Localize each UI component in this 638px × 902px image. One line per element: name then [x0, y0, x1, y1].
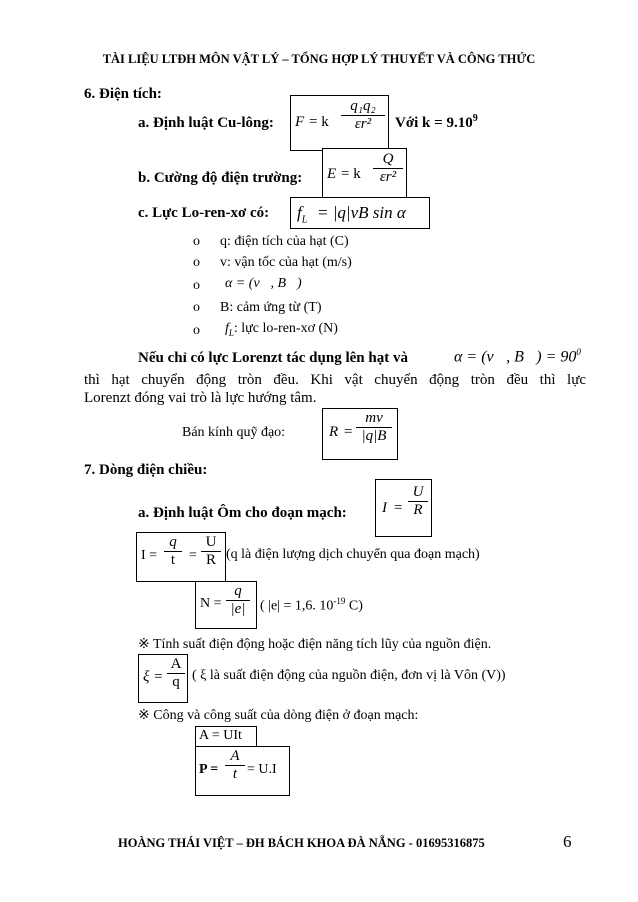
lorentz-condition: Nếu chỉ có lực Lorenzt tác dụng lên hạt và [138, 350, 408, 366]
power-rhs: = U.I [247, 762, 277, 777]
current-fraction-qt: $\frac{q}{t}$ [164, 534, 182, 569]
current-formula-box [136, 532, 226, 582]
coulomb-law-label: a. Định luật Cu-lông: [138, 115, 274, 131]
current-note: (q là điện lượng dịch chuyển qua đoạn mạch) [226, 547, 480, 562]
running-header: TÀI LIỆU LTĐH MÔN VẬT LÝ – TỔNG HỢP LÝ THUYẾT VÀ CÔNG THỨC [102, 52, 536, 66]
bullet-fl: $f_L$: lực lo-ren-xơ (N) [225, 321, 338, 338]
ohm-eq: = [394, 500, 403, 516]
power-lhs: P = [199, 762, 219, 777]
section-6-title: 6. Điện tích: [84, 86, 162, 102]
emf-fraction: $\frac{A}{q}$ [167, 656, 185, 691]
lorentz-formula-box [290, 197, 430, 229]
current-lhs: I = [141, 548, 158, 563]
ohm-formula-box [375, 479, 432, 537]
lorentz-label: c. Lực Lo-ren-xơ có: [138, 205, 270, 221]
coulomb-F: F [295, 114, 305, 130]
coulomb-formula-box [290, 95, 389, 151]
coulomb-eq: = k [309, 114, 329, 130]
power-formula-box [195, 746, 290, 796]
field-formula-box [322, 148, 407, 202]
radius-label: Bán kính quỹ đạo: [182, 425, 286, 440]
para-line-1: thì hạt chuyển động tròn đều. Khi vật chuyển động tròn đều thì lực [84, 372, 586, 388]
work-formula-box [195, 726, 257, 748]
bullet-v: v: vận tốc của hạt (m/s) [220, 255, 352, 270]
bullet-marker: o [193, 255, 200, 270]
field-fraction: $\frac{Q}{\text{εr²}}$ [373, 151, 403, 186]
ohm-fraction: $\frac{U}{R}$ [408, 484, 428, 519]
section-7-title: 7. Dòng điện chiều: [84, 462, 208, 478]
footer-author: HOÀNG THÁI VIỆT – ĐH BÁCH KHOA ĐÀ NẴNG - 01695316875 [118, 836, 485, 850]
emf-heading: ※ Tính suất điện động hoặc điện năng tích lũy của nguồn điện. [138, 637, 492, 652]
electron-charge-note: ( |e| = 1,6. $10^{-19}$ C) [260, 596, 363, 614]
emf-note: ( ξ là suất điện động của nguồn điện, đơn vị là Vôn (V)) [192, 668, 506, 683]
lorentz-rhs: = |q|vB sin α [317, 203, 406, 222]
bullet-marker: o [193, 278, 200, 293]
charge-count-fraction: $\frac{q}{|e|}$ [226, 583, 250, 618]
page-number: 6 [563, 832, 572, 851]
field-E: E [327, 166, 337, 182]
emf-lhs: ξ = [143, 669, 164, 685]
coulomb-constant-note: Với $k = 9.10^9$ [395, 113, 478, 131]
coulomb-fraction: $\frac{\text{q₁q₂}}{\text{εr²}}$ [341, 98, 385, 133]
ohm-law-label: a. Định luật Ôm cho đoạn mạch: [138, 505, 347, 521]
charge-count-lhs: N = [200, 596, 222, 611]
radius-eq: = [344, 424, 353, 440]
bullet-marker: o [193, 234, 200, 249]
field-eq: = k [341, 166, 361, 182]
radius-R: R [329, 424, 339, 440]
radius-fraction: $\frac{mv}{|q|B}$ [356, 410, 392, 445]
field-strength-label: b. Cường độ điện trường: [138, 170, 303, 186]
ohm-I: I [382, 500, 387, 516]
bullet-marker: o [193, 300, 200, 315]
bullet-alpha: α = (v⃗, B⃗) [225, 276, 302, 291]
work-power-heading: ※ Công và công suất của dòng điện ở đoạn mạch: [138, 708, 419, 723]
lorentz-angle-formula: α = (v⃗, B⃗) = $90^0$ [454, 347, 581, 366]
work-formula: A = UIt [199, 728, 242, 743]
charge-count-box [195, 581, 257, 629]
para-line-2: Lorenzt đóng vai trò là lực hướng tâm. [84, 390, 317, 406]
bullet-q: q: điện tích của hạt (C) [220, 234, 349, 249]
bullet-b: B: cảm ứng từ (T) [220, 300, 322, 315]
lorentz-f: $f_L$ [297, 203, 308, 226]
radius-formula-box [322, 408, 398, 460]
bullet-marker: o [193, 323, 200, 338]
current-eq: = [189, 548, 197, 563]
power-fraction: $\frac{A}{t}$ [225, 748, 245, 783]
emf-formula-box [138, 654, 188, 703]
current-fraction-ur: $\frac{U}{R}$ [201, 534, 221, 569]
